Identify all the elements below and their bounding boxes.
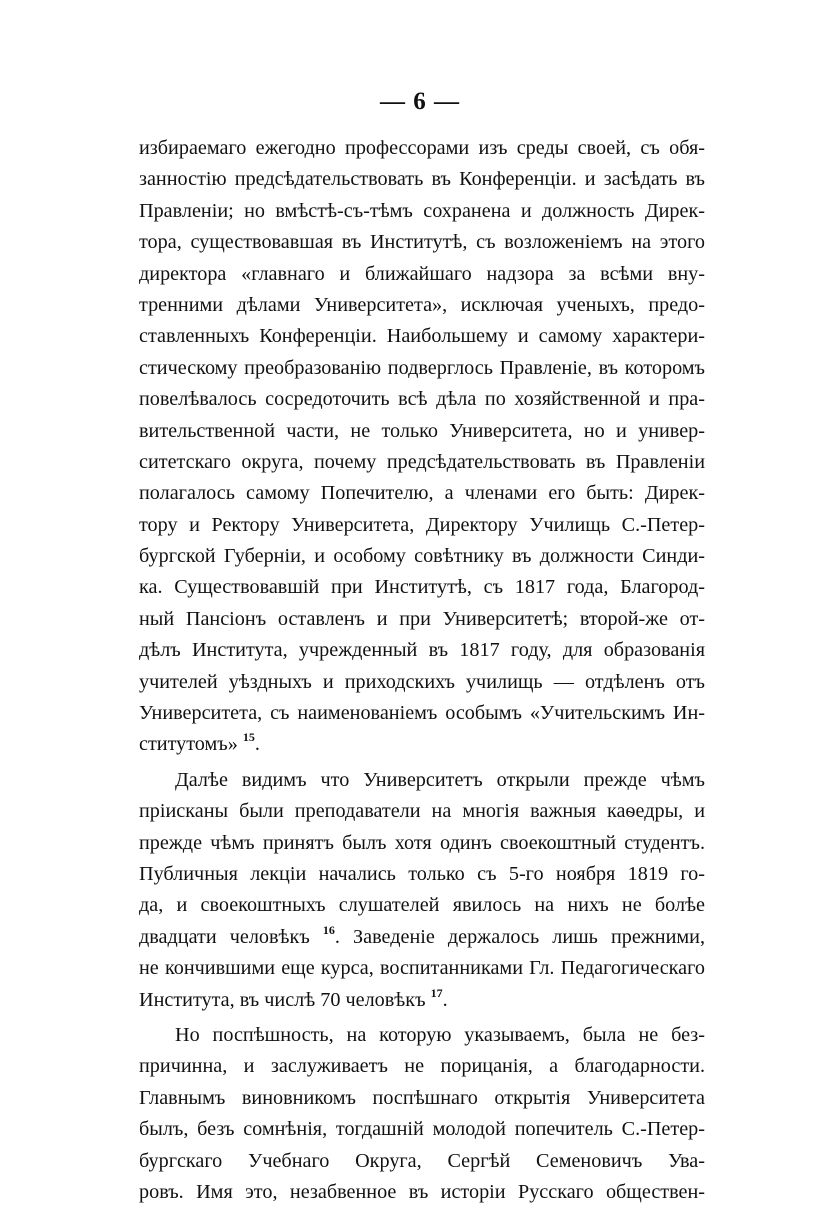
text-line: двадцати человѣкъ $^{16}$. Заведеніе держалось лишь прежними,	[139, 922, 705, 948]
footnote-marker: 15	[242, 730, 255, 745]
text-line: бургскаго Учебнаго Округа, Сергѣй Семеновичъ Ува-	[139, 1149, 705, 1172]
text-line: ка. Существовавшій при Институтѣ, съ 1817 года, Благород-	[139, 576, 705, 599]
text-line: вительственной части, не только Университета, но и универ-	[139, 419, 705, 442]
text-line: причинна, и заслуживаетъ не порицанія, а благодарности.	[139, 1055, 705, 1078]
page-number: — 6 —	[380, 88, 460, 115]
text-line: полагалось самому Попечителю, а членами его быть: Дирек-	[139, 482, 705, 505]
text-line: ситетскаго округа, почему предсѣдательствовать въ Правленіи	[139, 450, 705, 473]
text-line: да, и своекоштныхъ слушателей явилось на нихъ не болѣе	[139, 894, 705, 917]
text-line: тору и Ректору Университета, Директору Училищь С.-Петер-	[139, 513, 705, 536]
text-line: избираемаго ежегодно профессорами изъ среды своей, съ обя-	[139, 137, 705, 159]
text-line: ститутомъ» $^{15}$.	[139, 730, 260, 756]
line-text: двадцати человѣкъ	[139, 925, 310, 948]
text-line: пріисканы были преподаватели на многія важныя каѳедры, и	[139, 800, 705, 823]
text-line: Института, въ числѣ 70 человѣкъ $^{17}$.	[139, 985, 448, 1011]
text-line: бургской Губерніи, и особому совѣтнику въ должности Синди-	[139, 545, 705, 568]
text-line: Далѣе видимъ что Университетъ открыли прежде чѣмъ	[175, 768, 705, 791]
text-line: былъ, безъ сомнѣнія, тогдашній молодой попечитель С.-Петер-	[139, 1118, 705, 1141]
text-line: директора «главнаго и ближайшаго надзора за всѣми вну-	[139, 262, 705, 285]
text-line: тора, существовавшая въ Институтѣ, съ возложеніемъ на этого	[139, 231, 705, 254]
text-line: Но поспѣшность, на которую указываемъ, была не без-	[175, 1023, 705, 1046]
line-text: Заведеніе держалось лишь прежними,	[353, 925, 705, 948]
footnote-marker: 16	[322, 922, 335, 937]
text-line: дѣлъ Института, учрежденный въ 1817 году, для образованія	[139, 639, 705, 662]
text-line: ровъ. Имя это, незабвенное въ исторіи Русскаго обществен-	[139, 1180, 705, 1203]
body-text	[139, 133, 705, 1208]
text-line: Правленіи; но вмѣстѣ-съ-тѣмъ сохранена и должность Дирек-	[139, 199, 705, 222]
text-line: не кончившими еще курса, воспитанниками Гл. Педагогическаго	[139, 957, 705, 980]
text-line: стическому преобразованію подверглось Правленіе, въ которомъ	[139, 356, 705, 379]
text-line: повелѣвалось сосредоточить всѣ дѣла по хозяйственной и пра-	[139, 388, 705, 411]
line-text: Института, въ числѣ 70 человѣкъ	[139, 988, 426, 1011]
text-line: ставленныхъ Конференціи. Наибольшему и самому характери-	[139, 325, 705, 348]
text-line: ный Пансіонъ оставленъ и при Университетѣ; второй-же от-	[139, 607, 705, 630]
text-line: тренними дѣлами Университета», исключая ученыхъ, предо-	[139, 293, 705, 316]
line-text: ститутомъ»	[139, 733, 238, 756]
text-line: учителей уѣздныхъ и приходскихъ училищь — отдѣленъ отъ	[139, 670, 705, 693]
footnote-marker: 17	[430, 985, 443, 1000]
text-line: занностію предсѣдательствовать въ Конференціи. и засѣдать въ	[139, 168, 705, 191]
text-line: Университета, съ наименованіемъ особымъ «Учительскимъ Ин-	[139, 702, 705, 725]
text-line: прежде чѣмъ принятъ былъ хотя одинъ своекоштный студентъ.	[139, 831, 705, 854]
text-line: Главнымъ виновникомъ поспѣшнаго открытія Университета	[139, 1086, 705, 1109]
text-line: Публичныя лекціи начались только съ 5-го ноября 1819 го-	[139, 862, 705, 885]
